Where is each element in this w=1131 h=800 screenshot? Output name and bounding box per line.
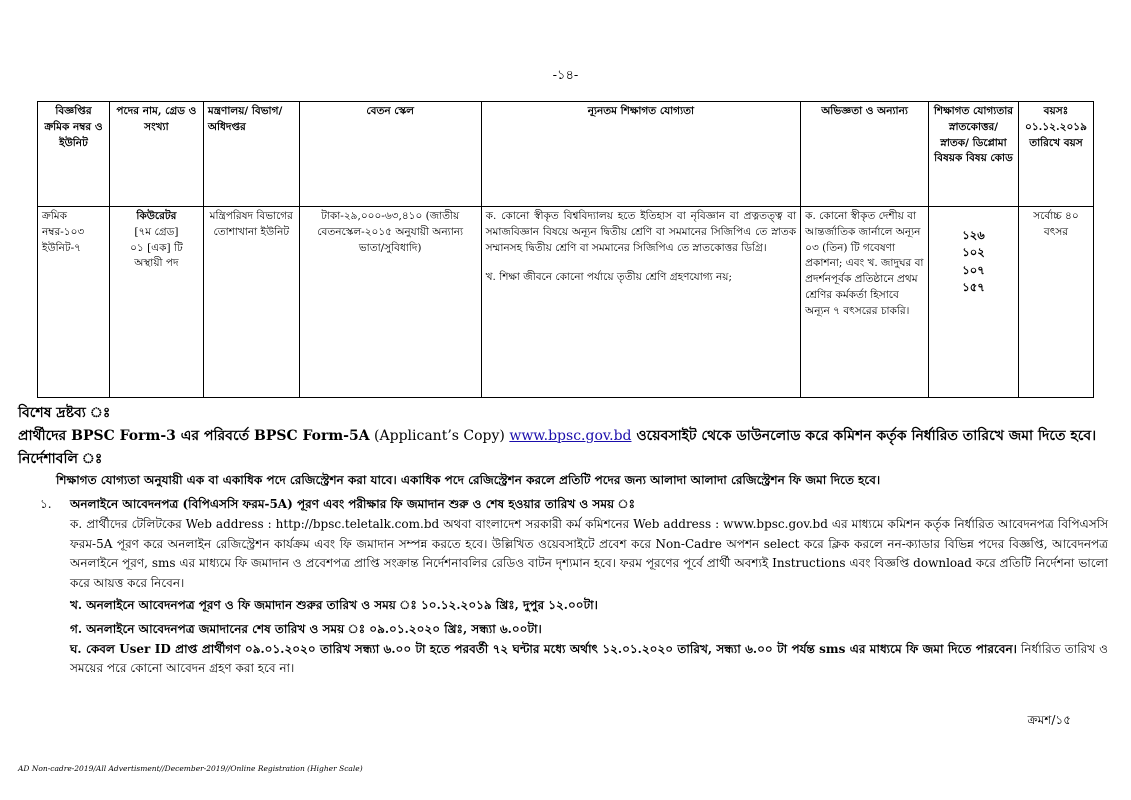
item-1-heading: অনলাইনে আবেদনপত্র (বিপিএসসি ফরম-5A) পূরণ এবং পরীক্ষার ফি জমাদান শুরু ও শেষ হওয়ার তারিখ ও সময় ঃ [70, 497, 636, 512]
subject-code: ১০২ [962, 245, 985, 260]
cell-experience: ক. কোনো স্বীকৃত দেশীয় বা আন্তর্জাতিক জার্নালে অন্যূন ০৩ (তিন) টি গবেষণা প্রকাশনা; এবং খ. জাদুঘর বা প্রদর্শনপূর্বক প্রতিষ্ঠানে প্রথম শ্রেণির কর্মকর্তা হিসাবে অন্যূন ৭ বৎসরের চাকরি। [801, 207, 929, 398]
table-header-row [38, 102, 1094, 207]
requirement-b: খ. শিক্ষা জীবনে কোনো পর্যায়ে তৃতীয় শ্রেণি গ্রহণযোগ্য নয়; [485, 271, 733, 284]
special-note-text [18, 425, 1108, 448]
post-title: কিউরেটর [136, 210, 177, 222]
special-note-rest: ওয়েবসাইট থেকে ডাউনলোড করে কমিশন কর্তৃক নির্ধারিত তারিখে জমা দিতে হবে। [631, 428, 1097, 445]
post-count: ০১ [এক] টি [130, 241, 183, 254]
item-number: ১. [40, 497, 52, 512]
header-education: ন্যূনতম শিক্ষাগত যোগ্যতা [481, 102, 801, 207]
subject-code: ১৫৭ [962, 279, 985, 294]
instruction-ka: ক. প্রার্থীদের টেলিটকের Web address : http://bpsc.teletalk.com.bd অথবা বাংলাদেশ সরকারী কর্ম কমিশনের Web address : www.bpsc.gov.bd এর মাধ্যমে কমিশন কর্তৃক নির্ধারিত আবেদনপত্র বিপিএসসি ফরম-5A পূরণ করে অনলাইন রেজিস্ট্রেশন কার্যক্রম এবং ফি জমাদান সম্পন্ন করতে হবে। উল্লিখিত ওয়েবসাইটে প্রবেশ করে Non-Cadre অপশন select করে ক্লিক করলে নন-ক্যাডার বিভিন্ন পদের বিজ্ঞপ্তি, আবেদনপত্র অনলাইনে পূরণ, sms এর মাধ্যমে ফি জমাদান ও প্রবেশপত্র প্রাপ্তি সংক্রান্ত নির্দেশনাবলির রেডিও বাটন দৃশ্যমান হবে। ফরম পূরণের পূর্বে প্রার্থী অবশ্যই Instructions এবং বিজ্ঞপ্তি download করে প্রতিটি নির্দেশনা ভালো করে আয়ত্ত করে নিবেন। [70, 516, 1108, 591]
cell-ministry: মন্ত্রিপরিষদ বিভাগের তোশাখানা ইউনিট [203, 207, 299, 398]
post-grade: [৭ম গ্রেড] [134, 225, 179, 238]
continued-label: ক্রমশ/১৫ [1027, 713, 1071, 727]
cell-education [481, 207, 801, 398]
vacancy-table [37, 101, 1094, 398]
cell-serial: ক্রমিক নম্বর-১০৩ ইউনিট-৭ [38, 207, 110, 398]
instruction-gha-rest: নির্ধারিত তারিখ ও সময়ের পরে কোনো আবেদন গ্রহণ করা হবে না। [70, 641, 1108, 676]
special-note-heading: বিশেষ দ্রষ্টব্য ঃ [18, 405, 111, 421]
cell-subject-codes [929, 207, 1019, 398]
subject-code: ১০৭ [962, 262, 985, 277]
registration-note: শিক্ষাগত যোগ্যতা অনুযায়ী এক বা একাধিক পদে রেজিস্ট্রেশন করা যাবে। একাধিক পদে রেজিস্ট্রেশন করলে প্রতিটি পদের জন্য আলাদা আলাদা রেজিস্ট্রেশন ফি জমা দিতে হবে। [56, 473, 881, 488]
cell-pay-scale: টাকা-২৯,০০০-৬৩,৪১০ (জাতীয় বেতনস্কেল-২০১৫ অনুযায়ী অন্যান্য ভাতা/সুবিধাদি) [299, 207, 481, 398]
instruction-gha-bold: ঘ. কেবল User ID প্রাপ্ত প্রার্থীগণ ০৯.০১.২০২০ তারিখ সন্ধ্যা ৬.০০ টা হতে পরবর্তী ৭২ ঘন্টার মধ্যে অর্থাৎ ১২.০১.২০২০ তারিখ, সন্ধ্যা ৬.০০ টা পর্যন্ত sms এর মাধ্যমে ফি জমা দিতে পারবেন। [70, 641, 1017, 656]
header-age: বয়সঃ ০১.১২.২০১৯ তারিখে বয়স [1018, 102, 1093, 207]
instruction-gha [18, 640, 1108, 680]
instruction-kha: খ. অনলাইনে আবেদনপত্র পূরণ ও ফি জমাদান শুরুর তারিখ ও সময় ঃ ১০.১২.২০১৯ খ্রিঃ, দুপুর ১২.০০টা। [70, 598, 598, 613]
special-note-copy: (Applicant’s Copy) [369, 428, 510, 445]
footer-path: AD Non-cadre-2019/All Advertisment//December-2019//Online Registration (Higher Scale) [18, 764, 363, 773]
instructions-heading: নির্দেশাবলি ঃ [18, 451, 103, 468]
header-experience: অভিজ্ঞতা ও অন্যান্য [801, 102, 929, 207]
header-serial: বিজ্ঞপ্তির ক্রমিক নম্বর ও ইউনিট [38, 102, 110, 207]
cell-post [109, 207, 203, 398]
table-row [38, 207, 1094, 398]
requirement-a: ক. কোনো স্বীকৃত বিশ্ববিদ্যালয় হতে ইতিহাস বা নৃবিজ্ঞান বা প্রত্নতত্ত্ব বা সমাজবিজ্ঞান বিষয়ে অন্যূন দ্বিতীয় শ্রেণি বা সমমানের সিজিপিএ তে স্নাতক সম্মানসহ দ্বিতীয় শ্রেণি বা সমমানের সিজিপিএ তে স্নাতকোত্তর ডিগ্রি। [485, 210, 797, 254]
page-number: -১৪- [552, 68, 579, 83]
subject-code: ১২৬ [962, 228, 985, 242]
header-subject-code: শিক্ষাগত যোগ্যতার স্নাতকোত্তর/ স্নাতক/ ডিপ্লোমা বিষয়ক বিষয় কোড [929, 102, 1019, 207]
header-ministry: মন্ত্রণালয়/ বিভাগ/ অধিদপ্তর [203, 102, 299, 207]
instruction-item-1 [18, 495, 1108, 515]
cell-age: সর্বোচ্চ ৪০ বৎসর [1018, 207, 1093, 398]
special-note-form: প্রার্থীদের BPSC Form-3 এর পরিবর্তে BPSC Form-5A [18, 428, 370, 445]
header-pay-scale: বেতন স্কেল [299, 102, 481, 207]
bpsc-website-link[interactable]: www.bpsc.gov.bd [509, 428, 632, 445]
notes-section [18, 402, 1108, 679]
post-type: অস্থায়ী পদ [134, 257, 179, 270]
header-post: পদের নাম, গ্রেড ও সংখ্যা [109, 102, 203, 207]
instruction-ga: গ. অনলাইনে আবেদনপত্র জমাদানের শেষ তারিখ ও সময় ঃ ০৯.০১.২০২০ খ্রিঃ, সন্ধ্যা ৬.০০টা। [70, 621, 542, 636]
